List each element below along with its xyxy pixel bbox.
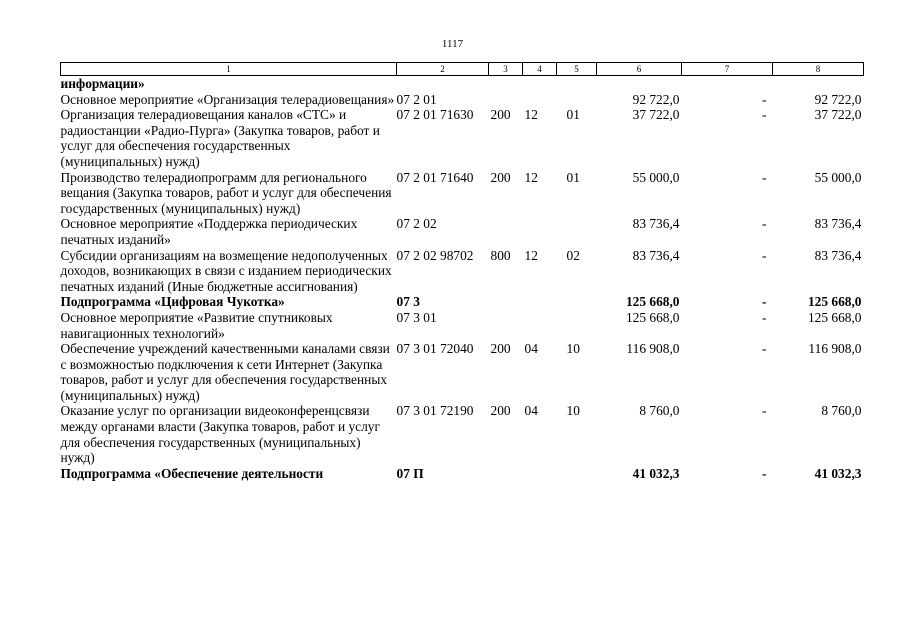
table-row [61, 294, 864, 310]
row-vr [489, 216, 523, 247]
row-rz [523, 216, 557, 247]
budget-table [60, 62, 864, 481]
row-sum-3: 41 032,3 [814, 465, 862, 481]
row-sum-1: 83 736,4 [632, 247, 680, 263]
header-col-7: 7 [682, 63, 773, 76]
row-sum-2: - [762, 169, 767, 185]
row-pr [557, 92, 597, 108]
table-row [61, 403, 864, 465]
row-sum-2: - [762, 247, 767, 263]
row-pr: 01 [566, 107, 580, 123]
table-header-row [61, 63, 864, 76]
row-name: Производство телерадиопрограмм для регионального вещания (Закупка товаров, работ и услуг для обеспечения государственных (муниципальных) нужд) [60, 169, 392, 216]
row-rz: 12 [524, 247, 538, 263]
row-code: 07 2 02 98702 [396, 247, 474, 263]
row-vr: 200 [490, 341, 511, 357]
row-sum-2: - [762, 216, 767, 232]
table-row [61, 92, 864, 108]
row-name: Подпрограмма «Обеспечение деятельности [60, 465, 324, 481]
row-sum-1 [597, 76, 682, 92]
row-code: 07 3 01 [396, 309, 437, 325]
header-col-3: 3 [489, 63, 523, 76]
header-col-5: 5 [557, 63, 597, 76]
table-body [61, 76, 864, 482]
row-pr [557, 294, 597, 310]
row-code: 07 2 01 71640 [396, 169, 474, 185]
row-sum-1: 83 736,4 [632, 216, 680, 232]
row-sum-3: 83 736,4 [814, 216, 862, 232]
row-code [397, 76, 489, 92]
row-code: 07 2 02 [396, 216, 437, 232]
row-name: Основное мероприятие «Организация телерадиовещания» [60, 91, 395, 107]
row-rz: 04 [524, 403, 538, 419]
table-row [61, 341, 864, 403]
row-sum-3 [773, 76, 864, 92]
row-sum-2: - [762, 107, 767, 123]
table-row [61, 248, 864, 295]
page-number: 1117 [441, 38, 464, 50]
table-row [61, 310, 864, 341]
row-name: Субсидии организациям на возмещение недополученных доходов, возникающих в связи с изданием периодических печатных изданий (Иные бюджетные ассигнования) [60, 247, 392, 294]
row-pr: 10 [566, 403, 580, 419]
row-sum-1: 125 668,0 [625, 309, 680, 325]
row-sum-3: 116 908,0 [808, 341, 862, 357]
row-pr [557, 466, 597, 482]
row-name: Оказание услуг по организации видеоконференцсвязи между органами власти (Закупка товаров, работ и услуг для обеспечения государственных (муниципальных) нужд) [60, 403, 380, 466]
row-rz [523, 310, 557, 341]
row-code: 07 3 [396, 294, 420, 310]
row-sum-1: 8 760,0 [639, 403, 680, 419]
row-code: 07 П [396, 465, 424, 481]
row-sum-1: 55 000,0 [632, 169, 680, 185]
table-row [61, 216, 864, 247]
row-name: Обеспечение учреждений качественными каналами связи с возможностью подключения к сети Интернет (Закупка товаров, работ и услуг для обеспечения государственных (муниципальных) нужд) [60, 341, 390, 403]
row-sum-1: 92 722,0 [632, 91, 680, 107]
row-pr [557, 216, 597, 247]
row-pr [557, 76, 597, 92]
table-row [61, 466, 864, 482]
row-rz [523, 466, 557, 482]
row-rz: 04 [524, 341, 538, 357]
row-sum-2: - [762, 294, 767, 310]
row-sum-3: 125 668,0 [807, 294, 862, 310]
row-pr: 10 [566, 341, 580, 357]
row-rz: 12 [524, 169, 538, 185]
row-name: Подпрограмма «Цифровая Чукотка» [60, 294, 285, 310]
row-code: 07 2 01 71630 [396, 107, 474, 123]
row-rz [523, 92, 557, 108]
row-vr [489, 466, 523, 482]
row-sum-3: 37 722,0 [814, 107, 862, 123]
row-code: 07 3 01 72190 [396, 403, 474, 419]
row-vr [489, 294, 523, 310]
row-sum-1: 116 908,0 [626, 341, 680, 357]
row-pr: 02 [566, 247, 580, 263]
table-row [61, 107, 864, 169]
row-sum-1: 37 722,0 [632, 107, 680, 123]
row-sum-2: - [762, 341, 767, 357]
header-col-6: 6 [597, 63, 682, 76]
row-name: Основное мероприятие «Развитие спутниковых навигационных технологий» [60, 309, 333, 341]
row-sum-3: 83 736,4 [814, 247, 862, 263]
row-vr [489, 92, 523, 108]
row-vr: 200 [490, 169, 511, 185]
row-name: информации» [60, 76, 145, 91]
row-sum-3: 55 000,0 [814, 169, 862, 185]
row-sum-2: - [762, 465, 767, 481]
row-code: 07 2 01 [396, 91, 437, 107]
row-name: Основное мероприятие «Поддержка периодических печатных изданий» [60, 216, 358, 247]
row-vr [489, 76, 523, 92]
header-col-2: 2 [397, 63, 489, 76]
row-sum-1: 41 032,3 [632, 465, 680, 481]
row-sum-1: 125 668,0 [625, 294, 680, 310]
row-rz [523, 76, 557, 92]
row-vr: 200 [490, 107, 511, 123]
row-sum-2: - [762, 91, 767, 107]
row-name: Организация телерадиовещания каналов «СТС» и радиостанции «Радио-Пурга» (Закупка товаров, работ и услуг для обеспечения государственных (муниципальных) нужд) [60, 107, 380, 169]
row-rz: 12 [524, 107, 538, 123]
row-sum-2: - [762, 403, 767, 419]
header-col-8: 8 [773, 63, 864, 76]
row-sum-3: 125 668,0 [807, 309, 862, 325]
header-col-4: 4 [523, 63, 557, 76]
row-sum-3: 92 722,0 [814, 91, 862, 107]
row-sum-2: - [762, 309, 767, 325]
row-code: 07 3 01 72040 [396, 341, 474, 357]
row-vr: 200 [490, 403, 511, 419]
row-pr [557, 310, 597, 341]
row-sum-3: 8 760,0 [821, 403, 862, 419]
header-col-1: 1 [61, 63, 397, 76]
table-row [61, 170, 864, 217]
row-sum-2 [682, 76, 773, 92]
row-rz [523, 294, 557, 310]
row-vr [489, 310, 523, 341]
row-pr: 01 [566, 169, 580, 185]
row-vr: 800 [490, 247, 511, 263]
table-row [61, 76, 864, 92]
